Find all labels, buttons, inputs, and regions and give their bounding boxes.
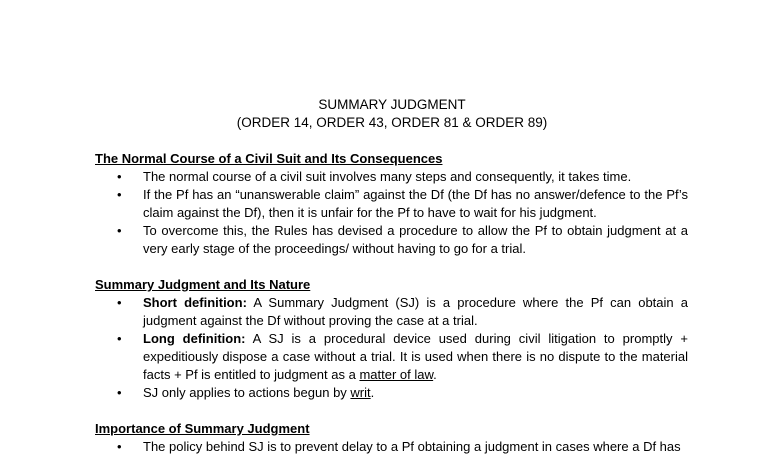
bullet-list (95, 438, 688, 456)
list-item (95, 168, 688, 186)
bullet-icon: • (117, 169, 122, 184)
bullet-text: The policy behind SJ is to prevent delay to a Pf obtaining a judgment in cases where a Df has (143, 439, 681, 454)
title-line-1: SUMMARY JUDGMENT (318, 97, 466, 112)
underlined-term: writ (350, 385, 371, 400)
list-item (95, 294, 688, 330)
list-item (95, 438, 688, 456)
section-heading: Importance of Summary Judgment (95, 421, 310, 436)
list-item (95, 330, 688, 384)
underlined-term: matter of law (359, 367, 434, 382)
section-normal-course (95, 150, 688, 258)
bullet-icon: • (117, 223, 122, 238)
bullet-text: If the Pf has an “unanswerable claim” against the Df (the Df has no answer/defence to the Pf’s claim against the Df), then it is unfair for the Pf to have to wait for his judgment. (143, 187, 688, 220)
section-summary-judgment-nature (95, 276, 688, 402)
bullet-text-end: . (433, 367, 437, 382)
bullet-text: To overcome this, the Rules has devised a procedure to allow the Pf to obtain judgment at a very early stage of the proceedings/ without having to go for a trial. (143, 223, 688, 256)
spacer (95, 402, 688, 420)
list-item (95, 186, 688, 222)
bullet-icon: • (117, 439, 122, 454)
list-item (95, 384, 688, 402)
term-label: Long definition: (143, 331, 246, 346)
bullet-text-end: . (370, 385, 375, 400)
bullet-list (95, 168, 688, 258)
term-label: Short definition: (143, 295, 247, 310)
section-heading: The Normal Course of a Civil Suit and Its Consequences (95, 151, 443, 166)
section-heading: Summary Judgment and Its Nature (95, 277, 311, 292)
list-item (95, 222, 688, 258)
bullet-text: The normal course of a civil suit involves many steps and consequently, it takes time. (143, 169, 632, 184)
bullet-text: A Summary Judgment (SJ) is a procedure where the Pf can obtain a judgment against the Df without proving the case at a trial. (143, 295, 688, 328)
document-body (95, 150, 688, 456)
section-importance (95, 420, 688, 456)
document-title (0, 96, 784, 132)
bullet-icon: • (117, 187, 122, 202)
spacer (95, 258, 688, 276)
bullet-list (95, 294, 688, 402)
bullet-icon: • (117, 295, 122, 310)
bullet-icon: • (117, 331, 122, 346)
bullet-icon: • (117, 385, 122, 400)
bullet-text: SJ only applies to actions begun by (143, 385, 351, 400)
title-line-2: (ORDER 14, ORDER 43, ORDER 81 & ORDER 89) (236, 115, 548, 130)
bullet-text: A SJ is a procedural device used during civil litigation to promptly + expeditiously dispose a case without a trial. It is used when there is no dispute to the material facts + Pf is entitled to judgment as a (143, 331, 688, 382)
